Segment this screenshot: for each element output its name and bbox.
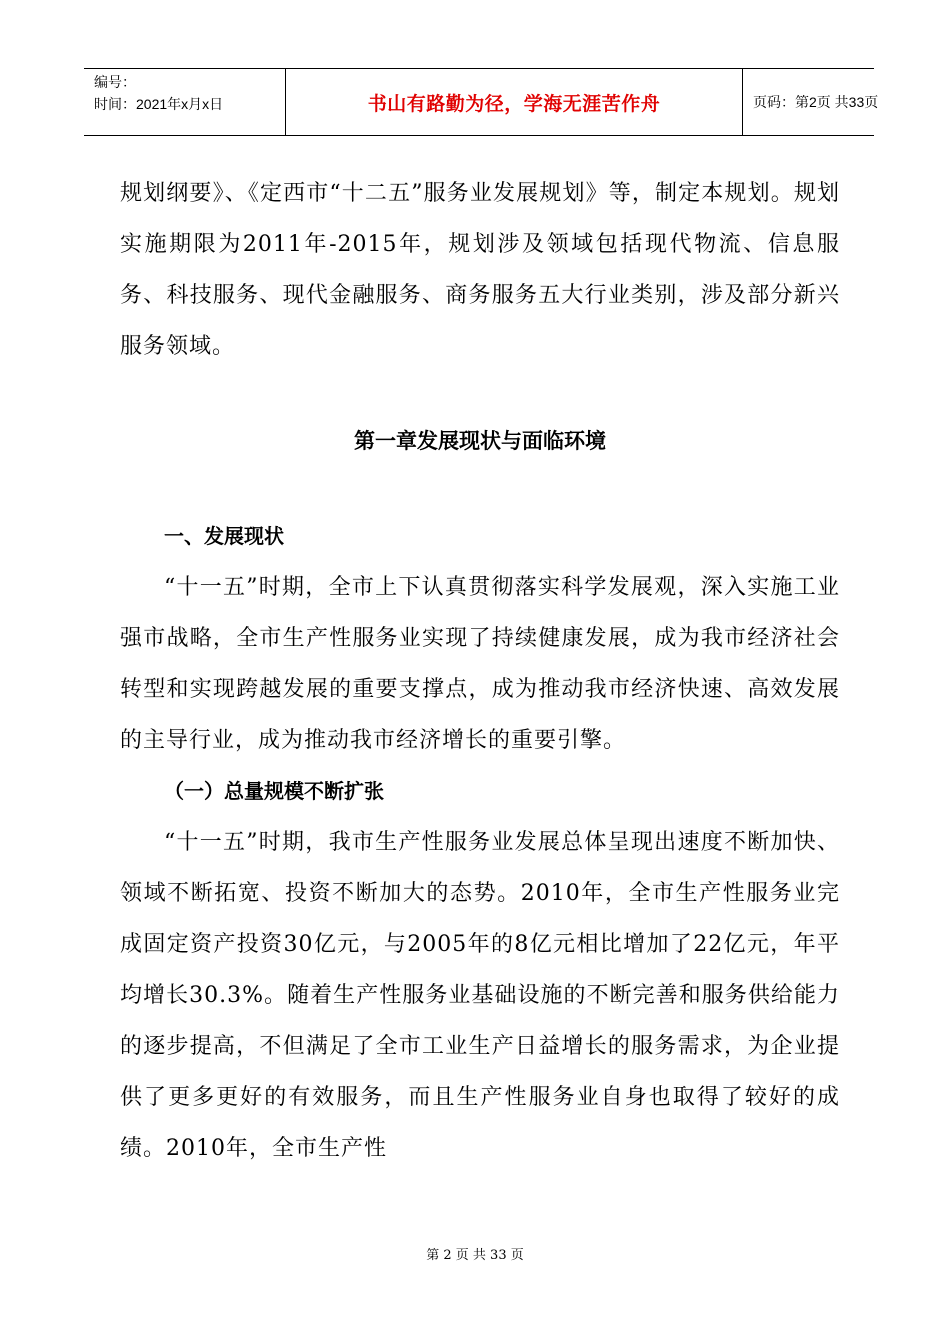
header-meta — [84, 69, 286, 135]
document-body — [120, 168, 840, 1174]
paragraph-continued: 规划纲要》、《定西市“十二五”服务业发展规划》等，制定本规划。规划实施期限为2011年-2015年，规划涉及领域包括现代物流、信息服务、科技服务、现代金融服务、商务服务五大行业类别，涉及部分新兴服务领域。 — [120, 181, 840, 359]
page-footer: 第 2 页 共 33 页 — [426, 1248, 524, 1263]
motto-text: 书山有路勤为径，学海无涯苦作舟 — [367, 92, 661, 115]
page-header — [84, 68, 879, 136]
paragraph-1: “十一五”时期，全市上下认真贯彻落实科学发展观，深入实施工业强市战略，全市生产性服务业实现了持续健康发展，成为我市经济社会转型和实现跨越发展的重要支撑点，成为推动我市经济快速、高效发展的主导行业，成为推动我市经济增长的重要引擎。 — [120, 575, 840, 753]
chapter-title: 第一章发展现状与面临环境 — [354, 429, 606, 453]
number-label: 编号： — [94, 74, 136, 90]
subsection-title: （一）总量规模不断扩张 — [164, 779, 384, 803]
paragraph-2: “十一五”时期，我市生产性服务业发展总体呈现出速度不断加快、领域不断拓宽、投资不断加大的态势。2010年，全市生产性服务业完成固定资产投资30亿元，与2005年的8亿元相比增加了22亿元，年平均增长30.3%。随着生产性服务业基础设施的不断完善和服务供给能力的逐步提高，不但满足了全市工业生产日益增长的服务需求，为企业提供了更多更好的有效服务，而且生产性服务业自身也取得了较好的成绩。2010年，全市生产性 — [120, 830, 840, 1161]
header-page-cell — [743, 69, 879, 135]
page-label: 页码：第2页 共33页 — [753, 94, 879, 110]
section-title: 一、发展现状 — [164, 524, 284, 548]
time-label: 时间：2021年x月x日 — [94, 96, 224, 112]
header-motto-cell — [286, 69, 743, 135]
